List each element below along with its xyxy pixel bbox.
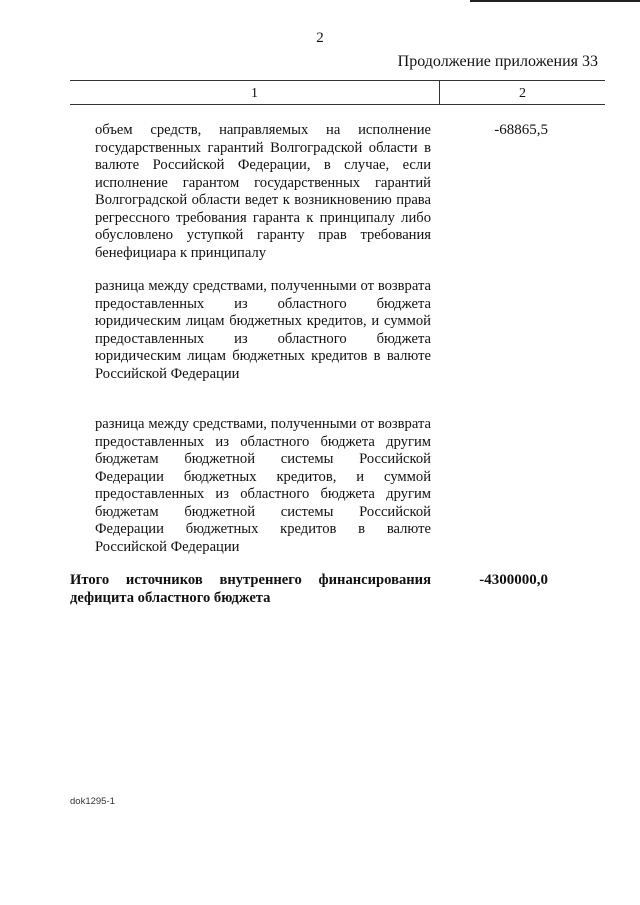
header-col-2: 2 bbox=[519, 86, 526, 101]
table-header bbox=[70, 80, 605, 106]
top-edge-rule bbox=[470, 0, 640, 2]
document-code: dok1295-1 bbox=[70, 796, 115, 807]
total-label: Итого источников внутреннего финансирования дефицита областного бюджета bbox=[70, 572, 431, 606]
table-row-label: разница между средствами, полученными от возврата предоставленных из областного бюджета юридическим лицам бюджетных кредитов, и суммой предоставленных из областного бюджета юридическим лицам бюджетных кредитов в валюте Российской Федерации bbox=[95, 278, 431, 382]
header-col-1: 1 bbox=[251, 86, 258, 101]
total-value: -4300000,0 bbox=[479, 572, 548, 588]
continuation-title: Продолжение приложения 33 bbox=[397, 53, 598, 70]
table-row-label: объем средств, направляемых на исполнение государственных гарантий Волгоградской области в валюте Российской Федерации, в случае, если исполнение гарантом государственных гарантий Волгоградской области ведет к возникновению права регрессного требования гаранта к принципалу либо обусловлено уступкой гаранту прав требования бенефициара к принципалу bbox=[95, 122, 431, 261]
table-row-value: -68865,5 bbox=[494, 122, 548, 138]
table-row-label: разница между средствами, полученными от возврата предоставленных из областного бюджета другим бюджетам бюджетной системы Российской Федерации бюджетных кредитов, и суммой предоставленных из областного бюджета другим бюджетам бюджетной системы Российской Федерации бюджетных кредитов в валюте Российской Федерации bbox=[95, 416, 431, 555]
header-rule-bottom bbox=[70, 104, 605, 105]
page-number: 2 bbox=[316, 30, 324, 46]
header-rule-top bbox=[70, 80, 605, 81]
